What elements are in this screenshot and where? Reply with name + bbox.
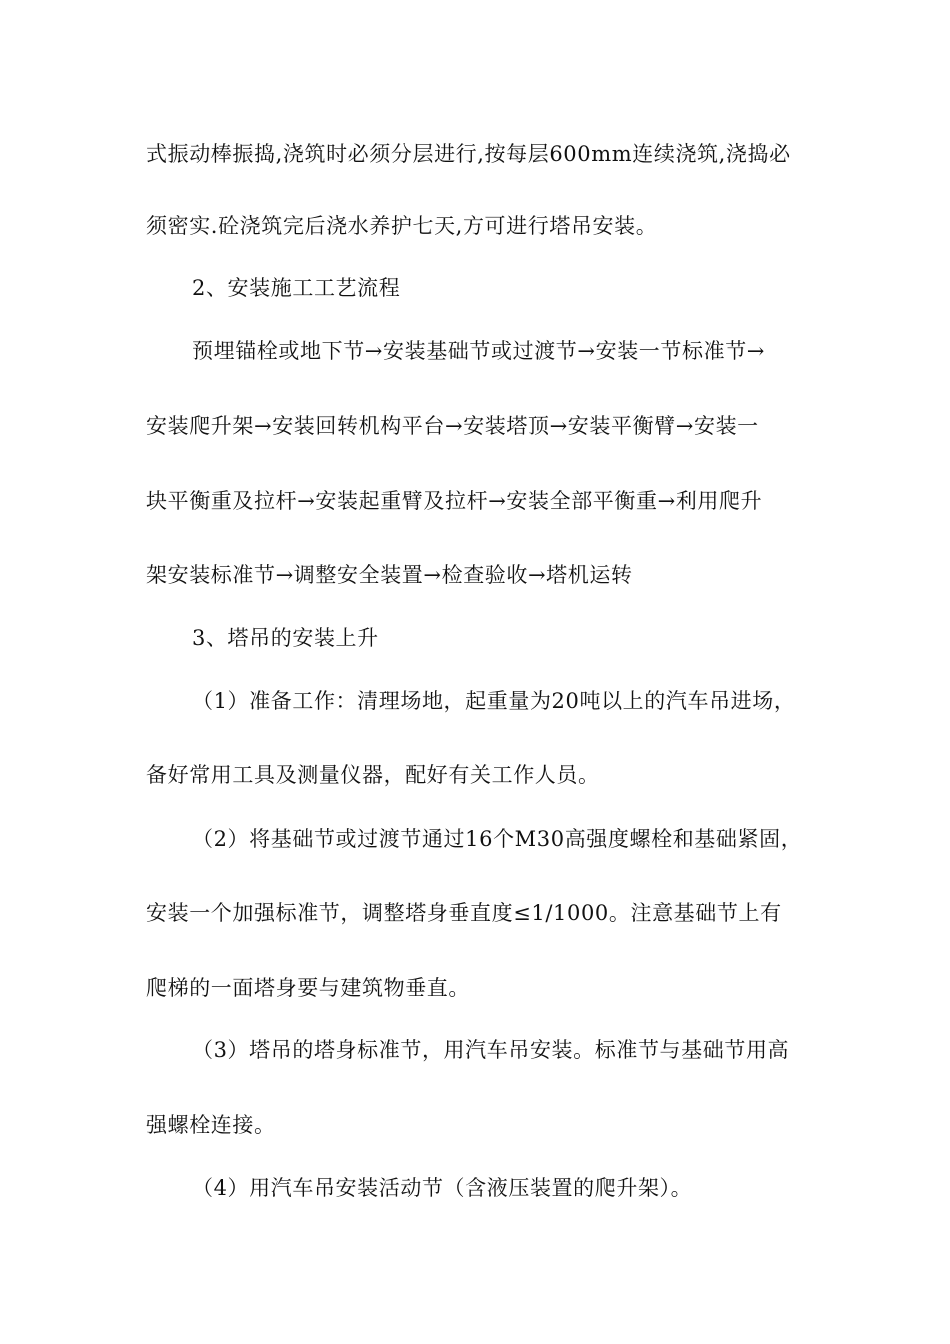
paragraph-line: （4）用汽车吊安装活动节（含液压装置的爬升架）。 <box>192 1176 693 1200</box>
paragraph-line: 备好常用工具及测量仪器，配好有关工作人员。 <box>146 763 600 787</box>
paragraph-line: 爬梯的一面塔身要与建筑物垂直。 <box>146 976 470 1000</box>
paragraph-line: （3）塔吊的塔身标准节，用汽车吊安装。标准节与基础节用高 <box>192 1038 790 1062</box>
paragraph-line: 须密实.砼浇筑完后浇水养护七天,方可进行塔吊安装。 <box>146 214 658 238</box>
paragraph-line: 安装爬升架→安装回转机构平台→安装塔顶→安装平衡臂→安装一 <box>146 414 759 438</box>
paragraph-line: 强螺栓连接。 <box>146 1113 276 1137</box>
paragraph-line: 块平衡重及拉杆→安装起重臂及拉杆→安装全部平衡重→利用爬升 <box>146 489 763 513</box>
paragraph-line: 安装一个加强标准节，调整塔身垂直度≤1/1000。注意基础节上有 <box>146 901 782 925</box>
paragraph-line: 式振动棒振捣,浇筑时必须分层进行,按每层600mm连续浇筑,浇捣必 <box>146 142 791 166</box>
paragraph-line: 架安装标准节→调整安全装置→检查验收→塔机运转 <box>146 563 633 587</box>
paragraph-line: 预埋锚栓或地下节→安装基础节或过渡节→安装一节标准节→ <box>192 339 765 363</box>
paragraph-line: （2）将基础节或过渡节通过16个M30高强度螺栓和基础紧固， <box>192 827 803 851</box>
section-heading: 2、安装施工工艺流程 <box>192 276 401 300</box>
paragraph-line: （1）准备工作：清理场地，起重量为20吨以上的汽车吊进场， <box>192 689 796 713</box>
section-heading: 3、塔吊的安装上升 <box>192 626 379 650</box>
